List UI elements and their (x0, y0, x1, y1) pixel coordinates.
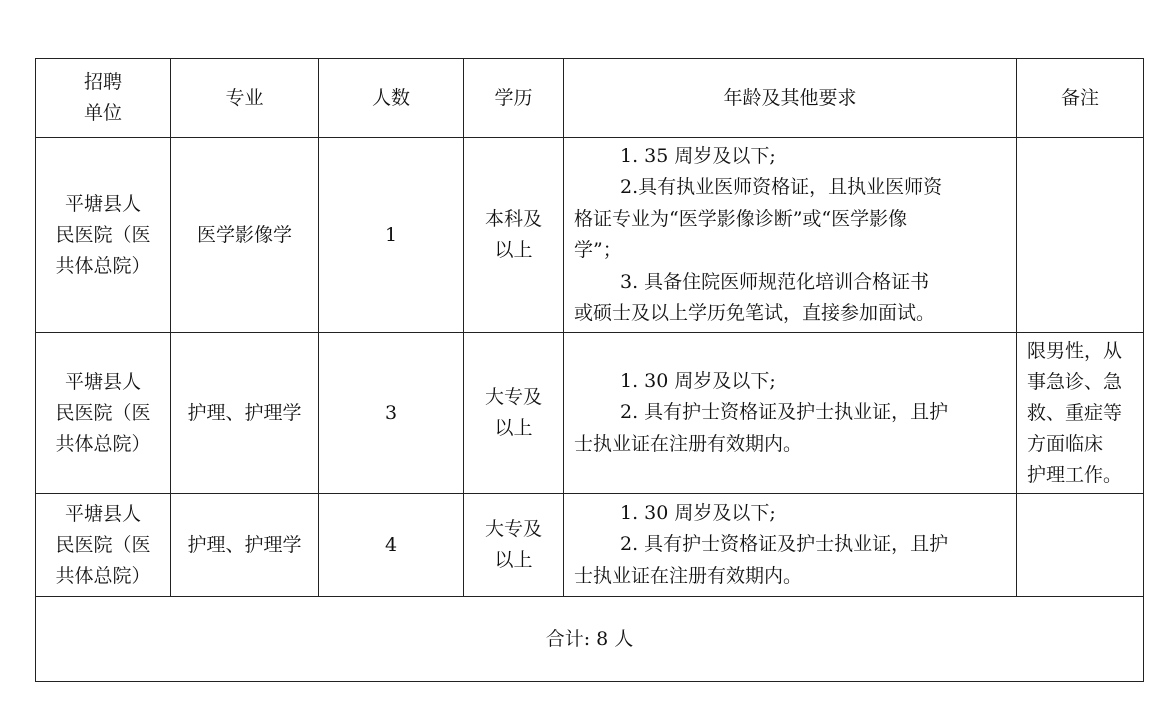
header-row (36, 59, 1144, 138)
header-notes: 备注 (1017, 59, 1144, 138)
header-unit-line: 单位 (83, 102, 122, 124)
requirements-cell-line: 2. 具有护士资格证及护士执业证，且护 (620, 533, 949, 556)
major-cell: 医学影像学 (171, 138, 319, 333)
requirements-cell-line: 1. 35 周岁及以下; (620, 144, 776, 167)
header-unit-line: 招聘 (83, 71, 122, 93)
requirements-cell (564, 138, 1017, 333)
header-education: 学历 (464, 59, 564, 138)
table-row (36, 333, 1144, 494)
unit-cell-line: 共体总院） (55, 564, 151, 587)
requirements-cell-line: 士执业证在注册有效期内。 (574, 432, 803, 455)
header-count: 人数 (319, 59, 464, 138)
unit-cell-line: 民医院（医 (55, 223, 151, 246)
unit-cell-line: 平塘县人 (64, 502, 141, 525)
total-row (36, 597, 1144, 682)
unit-cell (36, 138, 171, 333)
education-cell-line: 以上 (494, 417, 533, 439)
education-cell (464, 333, 564, 494)
notes-cell-line: 方面临床 (1027, 432, 1104, 455)
requirements-cell-line: 2.具有执业医师资格证，且执业医师资 (620, 176, 943, 198)
table-row (36, 138, 1144, 333)
unit-cell-line: 平塘县人 (64, 192, 141, 215)
requirements-cell (564, 333, 1017, 494)
education-cell (464, 494, 564, 597)
unit-cell (36, 333, 171, 494)
unit-cell-line: 共体总院） (55, 432, 151, 455)
count-cell: 4 (319, 494, 464, 597)
requirements-cell-line: 学”； (574, 239, 622, 261)
header-unit (36, 59, 171, 138)
requirements-cell-line: 2. 具有护士资格证及护士执业证，且护 (620, 401, 949, 424)
unit-cell-line: 民医院（医 (55, 401, 151, 424)
unit-cell (36, 494, 171, 597)
education-cell-line: 大专及 (484, 386, 542, 408)
recruitment-table (35, 58, 1144, 682)
notes-cell-line: 护理工作。 (1027, 463, 1123, 486)
table-row (36, 494, 1144, 597)
notes-cell (1017, 333, 1144, 494)
requirements-cell (564, 494, 1017, 597)
unit-cell-line: 平塘县人 (64, 370, 141, 393)
header-requirements: 年龄及其他要求 (564, 59, 1017, 138)
total-text: 合计: 8 人 (36, 597, 1144, 682)
notes-cell-line: 事急诊、急 (1027, 370, 1123, 393)
education-cell-line: 以上 (494, 239, 533, 261)
notes-cell (1017, 494, 1144, 597)
major-cell: 护理、护理学 (171, 333, 319, 494)
count-cell: 3 (319, 333, 464, 494)
requirements-cell-line: 1. 30 周岁及以下; (620, 369, 776, 392)
requirements-cell-line: 格证专业为“医学影像诊断”或“医学影像 (574, 207, 908, 230)
education-cell-line: 本科及 (484, 208, 542, 230)
major-cell: 护理、护理学 (171, 494, 319, 597)
requirements-cell-line: 士执业证在注册有效期内。 (574, 564, 803, 587)
requirements-cell-line: 1. 30 周岁及以下; (620, 501, 776, 524)
requirements-cell-line: 3. 具备住院医师规范化培训合格证书 (620, 270, 930, 293)
education-cell-line: 以上 (494, 549, 533, 571)
header-major: 专业 (171, 59, 319, 138)
education-cell (464, 138, 564, 333)
notes-cell (1017, 138, 1144, 333)
unit-cell-line: 共体总院） (55, 254, 151, 277)
requirements-cell-line: 或硕士及以上学历免笔试，直接参加面试。 (574, 302, 936, 324)
notes-cell-line: 救、重症等 (1027, 401, 1123, 424)
education-cell-line: 大专及 (484, 518, 542, 540)
count-cell: 1 (319, 138, 464, 333)
unit-cell-line: 民医院（医 (55, 533, 151, 556)
notes-cell-line: 限男性，从 (1027, 339, 1123, 362)
